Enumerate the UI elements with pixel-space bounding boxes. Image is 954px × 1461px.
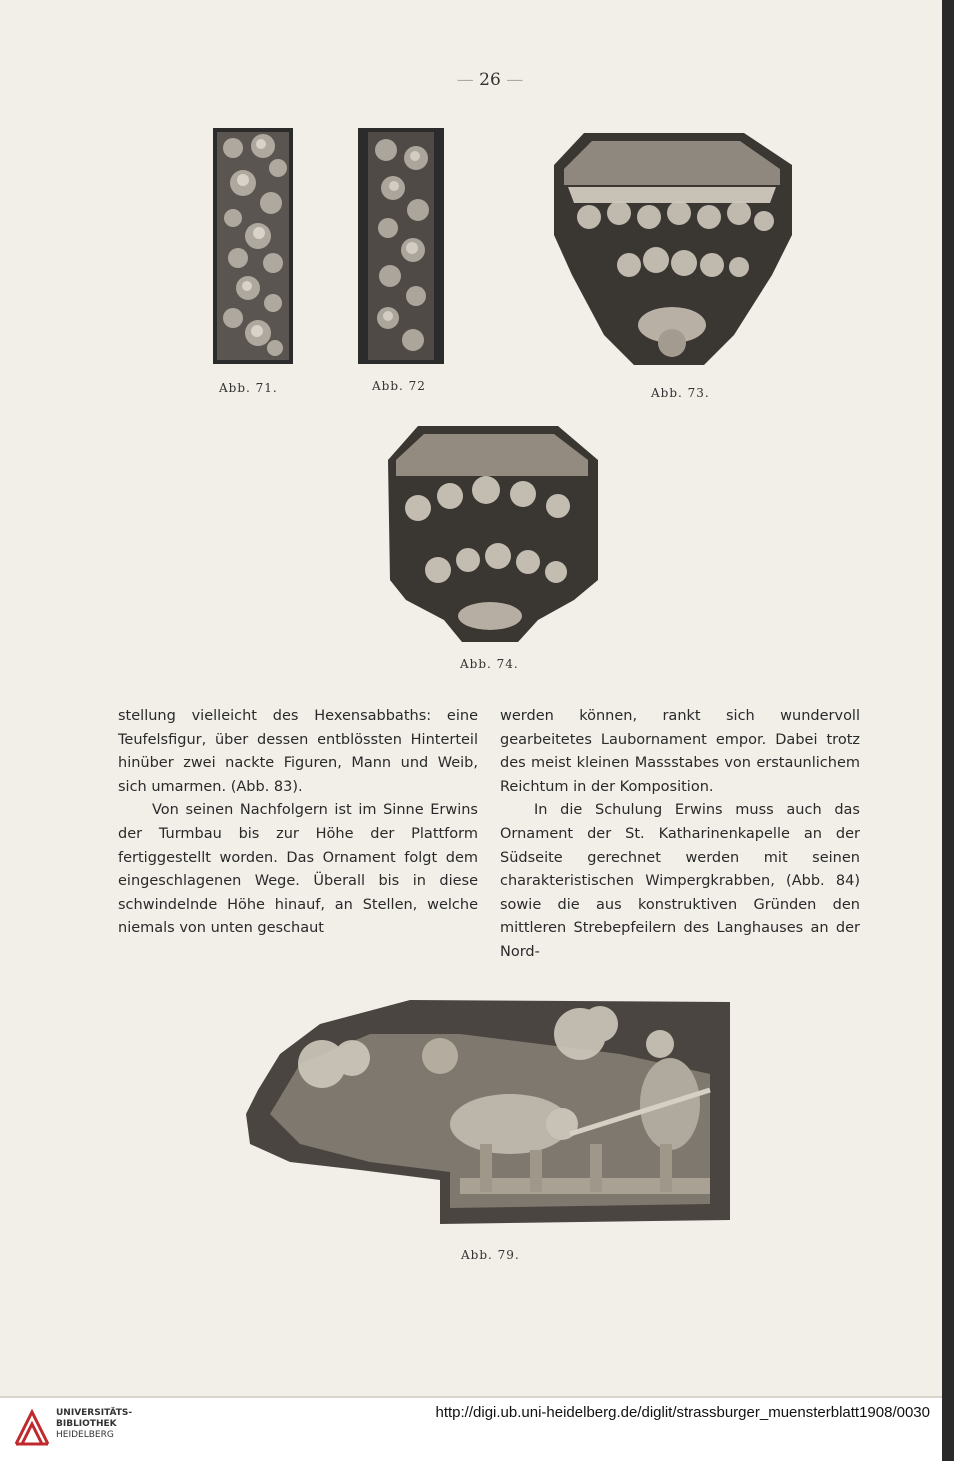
- right-paragraph-2: In die Schulung Erwins muss auch das Ornament der St. Katharinenkapelle an der Südseite gerechnet werden mit seinen charakteristischen Wimpergkrabben, (Abb. 84) sowie die aus konstruktiven Gründen den mittleren Strebepfeilern des Langhauses an der Nord-: [500, 802, 860, 960]
- left-paragraph-2: Von seinen Nachfolgern ist im Sinne Erwins der Turmbau bis zur Höhe der Plattform fertiggestellt worden. Das Ornament folgt dem eingeschlagenen Wege. Überall bis in diese schwindelnde Höhe hinauf, an Stellen, welche niemals von unten geschaut: [118, 802, 478, 937]
- caption-abb-73: Abb. 73.: [651, 386, 710, 400]
- caption-abb-72: Abb. 72: [372, 379, 426, 393]
- caption-abb-71: Abb. 71.: [219, 381, 278, 395]
- library-name: [56, 1408, 132, 1441]
- library-name-line-3: HEIDELBERG: [56, 1430, 114, 1440]
- figure-abb-73: [544, 125, 800, 383]
- right-paragraph-1: werden können, rankt sich wundervoll gearbeitetes Laubornament empor. Dabei trotz des meist kleinen Massstabes von erstaunlichem Reichtum in der Komposition.: [500, 708, 860, 795]
- left-paragraph-1: stellung vielleicht des Hexensabbaths: eine Teufelsfigur, über dessen entblössten Hinterteil hinüber zwei nackte Figuren, Mann und Weib, sich umarmen. (Abb. 83).: [118, 708, 478, 795]
- figure-abb-74: [378, 420, 604, 650]
- scan-edge-bottom: [0, 1396, 942, 1398]
- library-name-line-1: UNIVERSITÄTS-: [56, 1408, 133, 1418]
- page-number-value: 26: [479, 70, 501, 90]
- scan-edge-right: [942, 0, 954, 1461]
- caption-abb-74: Abb. 74.: [460, 657, 519, 671]
- page-number: [440, 70, 540, 90]
- text-column-right: [500, 705, 860, 965]
- dash-right: —: [506, 70, 524, 90]
- figure-abb-72: [358, 128, 444, 364]
- figure-abb-79: [240, 994, 732, 1234]
- figure-abb-71: [213, 128, 293, 364]
- text-column-left: [118, 705, 478, 941]
- caption-abb-79: Abb. 79.: [461, 1248, 520, 1262]
- source-url[interactable]: http://digi.ub.uni-heidelberg.de/diglit/strassburger_muensterblatt1908/0030: [435, 1404, 930, 1421]
- dash-left: —: [456, 70, 474, 90]
- library-name-line-2: BIBLIOTHEK: [56, 1419, 117, 1429]
- university-library-logo: [12, 1404, 52, 1450]
